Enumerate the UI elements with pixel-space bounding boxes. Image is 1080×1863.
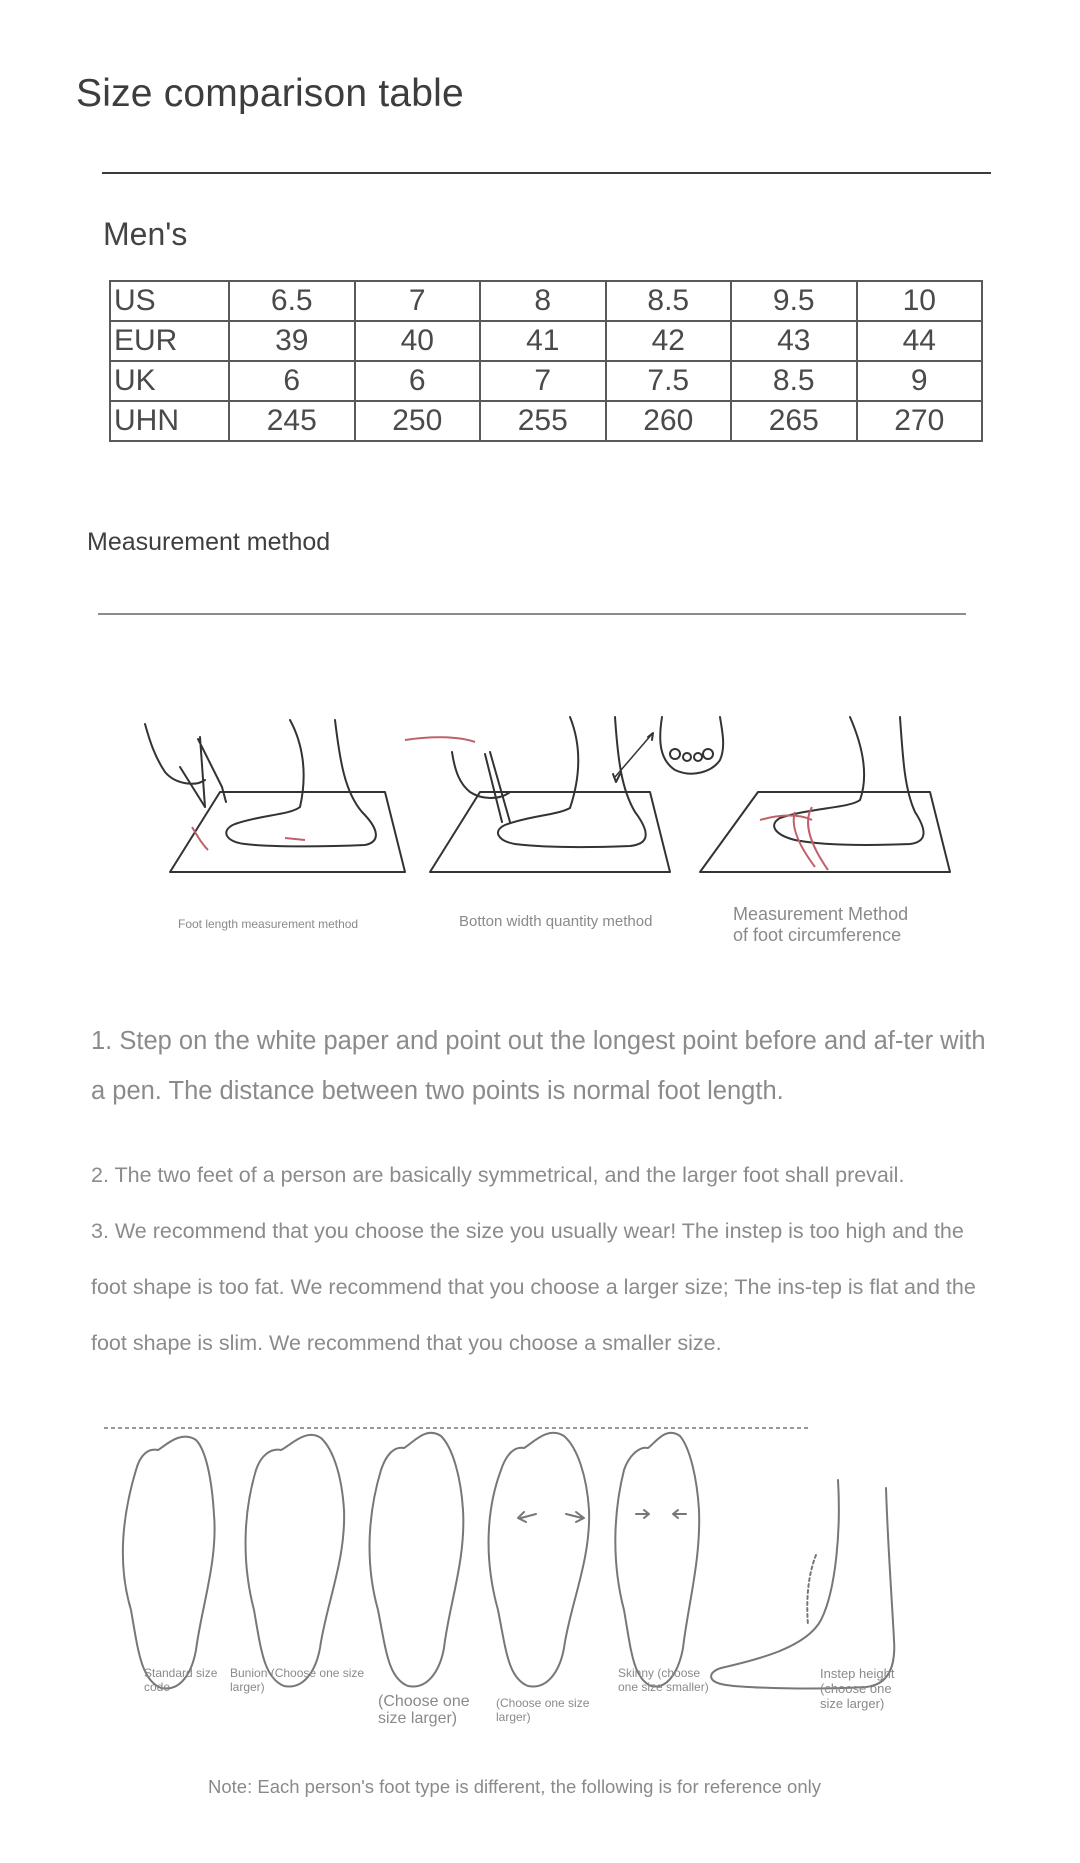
- size-cell: 7.5: [606, 361, 732, 401]
- instep-caption-line1: Instep height: [820, 1666, 895, 1681]
- instruction-steps-2-3: [91, 1147, 1001, 1371]
- size-cell: 6: [229, 361, 355, 401]
- size-cell: 42: [606, 321, 732, 361]
- measurement-illustration: [140, 712, 960, 892]
- measurement-divider: [98, 613, 966, 615]
- size-cell: 8.5: [731, 361, 857, 401]
- page-title: Size comparison table: [76, 72, 464, 115]
- foot-type-bunion-caption: Bunion (Choose one size larger): [230, 1666, 365, 1694]
- circumference-caption: [733, 904, 963, 946]
- size-cell: 265: [731, 401, 857, 441]
- size-cell: 245: [229, 401, 355, 441]
- instruction-step-1: 1. Step on the white paper and point out the longest point before and af-ter with a pen. The distance between two points is normal foot length.: [91, 1027, 986, 1105]
- bottom-width-caption: Botton width quantity method: [459, 913, 653, 930]
- size-cell: 10: [857, 281, 983, 321]
- size-cell: 7: [355, 281, 481, 321]
- size-cell: 8.5: [606, 281, 732, 321]
- bunion-foot-shape: [246, 1435, 345, 1687]
- instruction-step-3: 3. We recommend that you choose the size you usually wear! The instep is too high and the foot shape is too fat. We recommend that you choose a larger size; The ins-tep is flat and the foot shape is slim. We recommend that you choose a smaller size.: [91, 1219, 976, 1355]
- instruction-step-2: 2. The two feet of a person are basically symmetrical, and the larger foot shall prevail.: [91, 1163, 905, 1187]
- instep-caption-line2: (choose one: [820, 1681, 892, 1696]
- long-toe-foot-shape: [370, 1433, 464, 1687]
- size-cell: 41: [480, 321, 606, 361]
- standard-foot-shape: [123, 1437, 215, 1689]
- size-cell: 255: [480, 401, 606, 441]
- size-row-us: [110, 281, 982, 321]
- foot-length-illustration: [145, 720, 405, 872]
- size-cell: 9.5: [731, 281, 857, 321]
- size-cell: 39: [229, 321, 355, 361]
- circumference-illustration: [700, 717, 950, 872]
- foot-type-long-toe-caption: (Choose one size larger): [378, 1693, 470, 1727]
- reference-note: Note: Each person's foot type is different, the following is for reference only: [208, 1776, 821, 1797]
- size-row-label: US: [110, 281, 229, 321]
- foot-length-caption: Foot length measurement method: [178, 917, 359, 931]
- size-cell: 6: [355, 361, 481, 401]
- foot-type-skinny-caption: Skinny (choose one size smaller): [618, 1666, 709, 1694]
- bottom-width-illustration: [430, 717, 723, 872]
- instep-caption-line3: size larger): [820, 1696, 885, 1711]
- size-cell: 8: [480, 281, 606, 321]
- circumference-caption-line1: Measurement Method: [733, 904, 909, 924]
- size-row-label: UHN: [110, 401, 229, 441]
- size-cell: 6.5: [229, 281, 355, 321]
- instep-foot-shape: [711, 1480, 894, 1688]
- foot-type-standard-caption: Standard size code: [144, 1666, 218, 1694]
- size-cell: 7: [480, 361, 606, 401]
- table-title: Men's: [103, 216, 188, 252]
- foot-type-wide-caption: (Choose one size larger): [496, 1696, 590, 1724]
- size-cell: 260: [606, 401, 732, 441]
- size-table: [109, 280, 983, 442]
- size-row-eur: [110, 321, 982, 361]
- wide-foot-shape: [489, 1433, 590, 1687]
- size-cell: 270: [857, 401, 983, 441]
- size-row-label: UK: [110, 361, 229, 401]
- size-cell: 44: [857, 321, 983, 361]
- size-cell: 9: [857, 361, 983, 401]
- size-cell: 250: [355, 401, 481, 441]
- size-cell: 43: [731, 321, 857, 361]
- skinny-foot-shape: [615, 1433, 699, 1687]
- measurement-title: Measurement method: [87, 528, 331, 556]
- size-row-uhn: [110, 401, 982, 441]
- title-divider: [102, 172, 991, 174]
- circumference-caption-line2: of foot circumference: [733, 925, 902, 945]
- foot-type-instep-caption: [820, 1666, 930, 1711]
- size-row-uk: [110, 361, 982, 401]
- size-cell: 40: [355, 321, 481, 361]
- size-row-label: EUR: [110, 321, 229, 361]
